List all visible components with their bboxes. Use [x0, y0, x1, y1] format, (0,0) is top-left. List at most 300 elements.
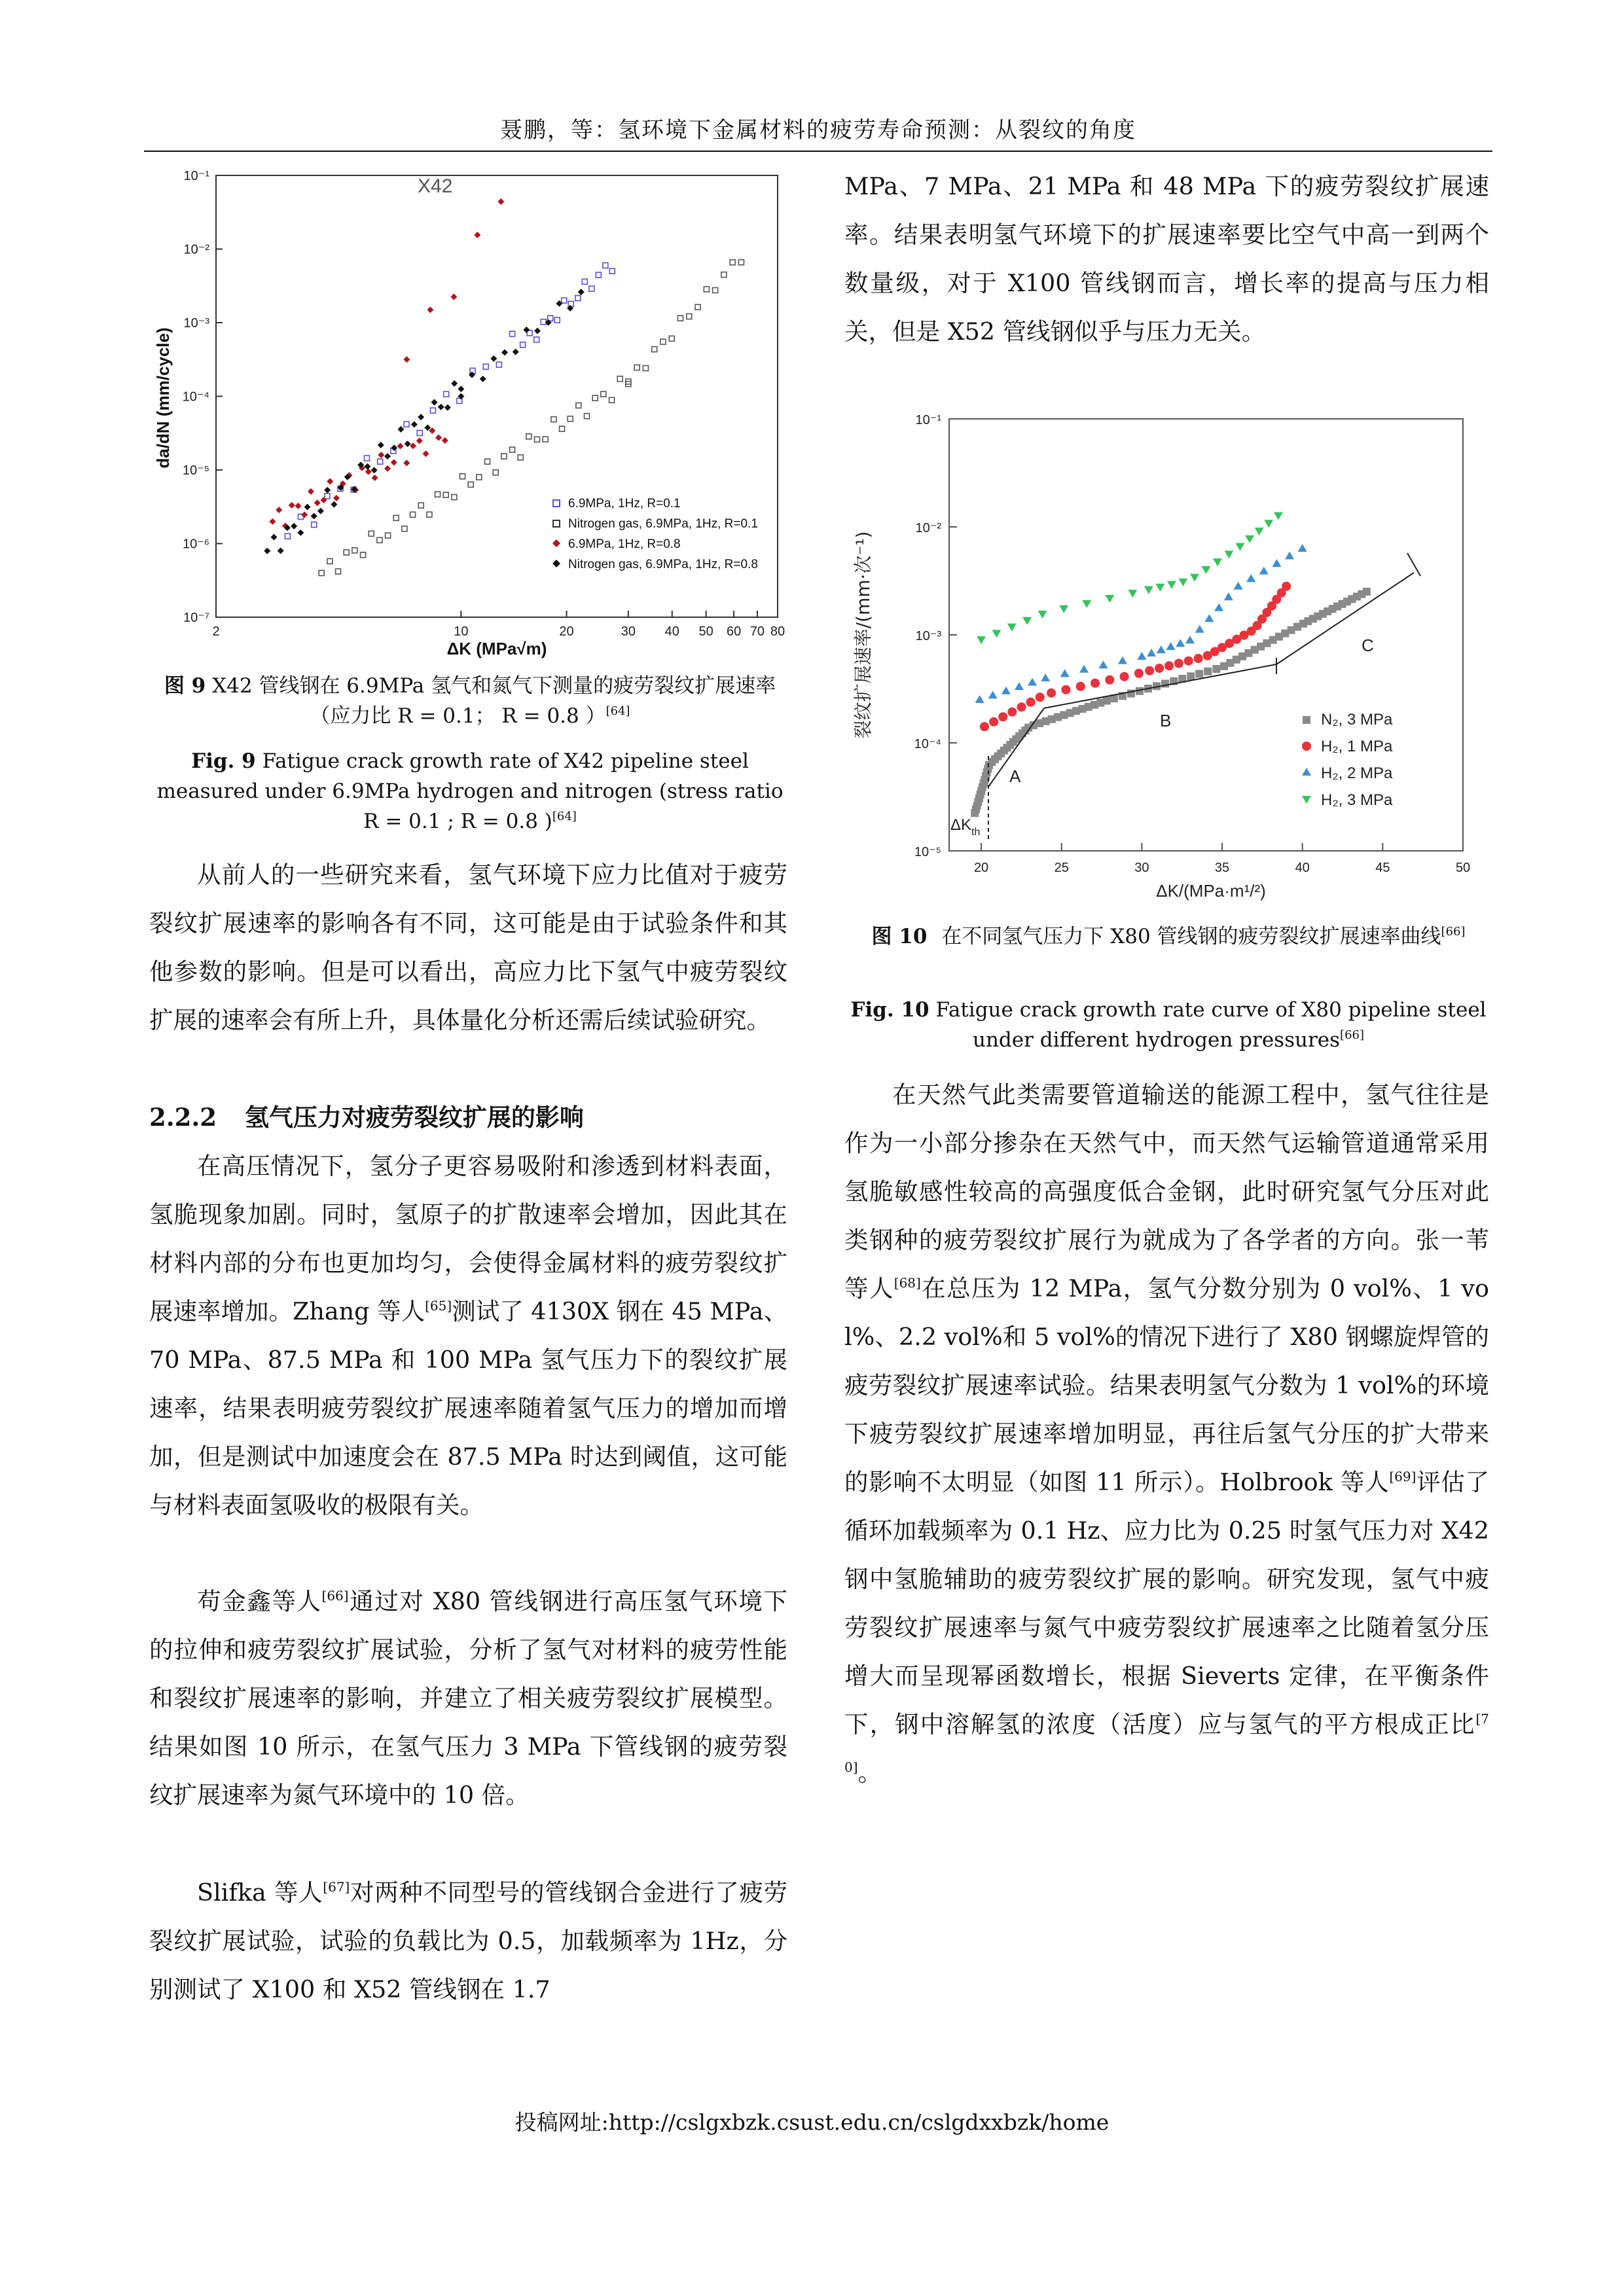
section-title: 氢气压力对疲劳裂纹扩展的影响: [244, 1103, 584, 1132]
fig10-point-h2-3mpa: [1225, 550, 1234, 558]
figure-10: [844, 406, 1492, 916]
fig10-point-h2-2mpa: [1185, 636, 1195, 643]
fig9-caption-cn-ref: [64]: [605, 704, 630, 718]
fig10-point-h2-1mpa: [1091, 679, 1100, 688]
fig9-point-n2-r01: [634, 365, 640, 370]
left-para-3-a: 苟金鑫等人: [197, 1587, 322, 1615]
right-para-2-a: 在天然气此类需要管道输送的能源工程中，氢气往往是作为一小部分掺杂在天然气中，而天然气运输管道通常采用氢脆敏感性较高的高强度低合金钢，此时研究氢气分压对此类钢种的疲劳裂纹扩展行为就成为了各学者的方向。张一苇等人: [844, 1081, 1489, 1302]
fig9-point-h2-r01: [430, 408, 435, 413]
fig9-point-n2-r08: [534, 327, 541, 334]
fig9-point-h2-r08: [289, 502, 295, 509]
fig10-caption-en-text: Fatigue crack growth rate curve of X80 pipeline steel under different hydrogen pressures: [935, 998, 1487, 1052]
fig9-caption-en: [149, 746, 791, 836]
fig10-point-n2-3mpa: [1363, 588, 1371, 596]
section-heading-2-2-2: [149, 1093, 787, 1141]
fig9-point-h2-r01: [575, 295, 581, 300]
fig10-point-h2-2mpa: [1028, 678, 1037, 686]
left-para-2: [149, 1142, 787, 1530]
right-para-1: MPa、7 MPa、21 MPa 和 48 MPa 下的疲劳裂纹扩展速率。结果表明氢气环境下的扩展速率要比空气中高一到两个数量级，对于 X100 管线钢而言，增长率的提高与压力相关，但是 X52 管线钢似乎与压力无关。: [844, 172, 1489, 346]
ref-66: [66]: [321, 1588, 349, 1604]
fig10-tick-c-end: [1407, 553, 1420, 576]
fig9-point-n2-r08: [264, 548, 270, 554]
fig9-point-n2-r01: [576, 403, 581, 408]
fig9-point-n2-r01: [568, 416, 573, 422]
fig9-point-n2-r08: [311, 512, 317, 519]
fig10-xtick-label: 35: [1214, 861, 1230, 875]
fig9-point-n2-r01: [601, 391, 606, 397]
fig10-label-b: B: [1160, 711, 1172, 730]
fig10-point-h2-3mpa: [1274, 512, 1283, 520]
fig9-point-n2-r01: [501, 454, 507, 459]
fig9-point-n2-r01: [543, 437, 548, 442]
left-para-4: [149, 1869, 787, 2014]
fig10-caption-cn-ref: [66]: [1441, 925, 1466, 939]
fig10-point-h2-3mpa: [1059, 605, 1068, 613]
fig9-point-n2-r08: [291, 523, 297, 529]
fig9-point-n2-r01: [678, 315, 683, 321]
fig9-point-n2-r01: [352, 548, 357, 553]
fig9-point-h2-r08: [391, 459, 397, 465]
fig10-point-h2-2mpa: [1041, 673, 1050, 681]
left-para-4-a: Slifka 等人: [197, 1878, 323, 1907]
left-para-1: 从前人的一些研究来看，氢气环境下应力比值对于疲劳裂纹扩展速率的影响各有不同，这可能是由于试验条件和其他参数的影响。但是可以看出，高应力比下氢气中疲劳裂纹扩展的速率会有所上升，具体量化分析还需后续试验研究。: [149, 861, 787, 1034]
fig9-point-h2-r08: [295, 503, 301, 509]
fig9-xlabel: ΔK (MPa√m): [446, 639, 547, 658]
fig9-point-n2-r08: [317, 508, 324, 514]
fig10-point-h2-2mpa: [1166, 642, 1176, 650]
fig9-point-n2-r01: [386, 533, 391, 538]
ref-67: [67]: [323, 1879, 350, 1895]
fig9-point-n2-r08: [418, 414, 424, 420]
fig10-point-h2-3mpa: [1264, 520, 1273, 528]
fig10-arrow-c: [1276, 573, 1414, 664]
fig9-point-n2-r01: [551, 417, 556, 422]
fig9-point-h2-r08: [308, 488, 314, 495]
fig10-point-h2-2mpa: [1015, 682, 1024, 690]
fig9-xtick-label: 50: [698, 624, 713, 639]
fig10-point-h2-2mpa: [1246, 574, 1255, 582]
fig9-point-n2-r08: [270, 534, 277, 541]
fig10-point-n2-3mpa: [1204, 668, 1212, 675]
fig10-point-h2-3mpa: [1007, 624, 1017, 632]
fig9-point-n2-r08: [431, 399, 438, 406]
fig9-point-n2-r01: [477, 475, 482, 480]
fig9-point-h2-r01: [417, 430, 422, 435]
fig10-point-h2-3mpa: [1202, 566, 1211, 574]
ref-70: [70]: [844, 1711, 1489, 1775]
fig10-point-h2-1mpa: [1007, 708, 1017, 717]
fig10-point-h2-3mpa: [1245, 535, 1254, 543]
fig9-point-h2-r01: [562, 298, 567, 303]
fig9-point-n2-r01: [427, 512, 432, 517]
fig9-point-h2-r01: [534, 337, 539, 342]
fig10-point-h2-2mpa: [1099, 660, 1108, 668]
fig9-point-h2-r08: [497, 198, 504, 205]
fig9-point-n2-r08: [364, 463, 370, 470]
fig9-point-h2-r08: [378, 452, 384, 458]
left-para-4-b: 对两种不同型号的管线钢合金进行了疲劳裂纹扩展试验，试验的负载比为 0.5，加载频率为 1Hz，分别测试了 X100 和 X52 管线钢在 1.7: [149, 1878, 788, 2003]
fig9-point-h2-r08: [397, 443, 404, 450]
fig9-caption-cn: [149, 671, 791, 731]
fig10-point-h2-3mpa: [1022, 617, 1032, 625]
fig9-point-n2-r01: [535, 437, 540, 442]
fig10-point-h2-3mpa: [977, 636, 986, 644]
fig9-point-h2-r08: [320, 497, 327, 503]
fig10-point-h2-3mpa: [1255, 528, 1264, 535]
fig10-point-h2-1mpa: [1047, 689, 1056, 698]
fig9-point-n2-r01: [361, 552, 366, 558]
fig9-point-n2-r08: [578, 289, 585, 295]
fig10-point-h2-1mpa: [1017, 702, 1026, 711]
fig10-point-h2-1mpa: [1026, 698, 1036, 707]
fig9-xtick-label: 40: [664, 624, 679, 639]
fig9-plot-frame: [216, 175, 778, 617]
fig10-point-h2-2mpa: [1214, 603, 1223, 611]
fig9-point-n2-r08: [411, 421, 418, 427]
fig9-legend-4: Nitrogen gas, 6.9MPa, 1Hz, R=0.8: [568, 558, 758, 571]
fig9-point-h2-r01: [520, 342, 526, 348]
fig10-point-h2-1mpa: [1184, 656, 1193, 666]
fig9-point-n2-r01: [393, 515, 399, 520]
fig10-point-h2-3mpa: [1155, 584, 1164, 592]
fig9-ytick-label: 10⁻²: [183, 242, 209, 257]
fig9-point-h2-r08: [474, 232, 480, 238]
fig10-dth-main: ΔK: [950, 816, 972, 834]
fig10-point-h2-3mpa: [1128, 590, 1137, 598]
fig9-point-n2-r01: [485, 459, 490, 464]
fig10-point-h2-2mpa: [1176, 639, 1185, 647]
fig10-point-h2-2mpa: [1001, 687, 1011, 694]
fig10-point-h2-1mpa: [1194, 654, 1203, 663]
fig9-point-h2-r01: [496, 362, 501, 367]
left-para-2-b: 测试了 4130X 钢在 45 MPa、70 MPa、87.5 MPa 和 100 MPa 氢气压力下的裂纹扩展速率，结果表明疲劳裂纹扩展速率随着氢气压力的增加而增加，但是测试中加速度会在 87.5 MPa 时达到阈值，这可能与材料表面氢吸收的极限有关。: [149, 1297, 787, 1519]
fig9-point-h2-r01: [378, 459, 383, 464]
fig9-point-h2-r01: [510, 331, 515, 336]
fig10-point-h2-1mpa: [1282, 582, 1291, 591]
fig9-legend: [552, 497, 758, 571]
fig9-point-n2-r01: [721, 272, 727, 278]
fig9-point-n2-r01: [687, 314, 692, 319]
fig9-xtick-label: 10: [454, 624, 469, 639]
fig9-point-h2-r01: [554, 317, 560, 323]
fig9-point-h2-r01: [312, 522, 317, 528]
left-para-2-a: 在高压情况下，氢分子更容易吸附和渗透到材料表面，氢脆现象加剧。同时，氢原子的扩散速率会增加，因此其在材料内部的分布也更加均匀，会使得金属材料的疲劳裂纹扩展速率增加。Zhang 等人: [149, 1152, 787, 1325]
fig10-label-c: C: [1362, 636, 1374, 655]
fig9-point-n2-r01: [660, 339, 666, 344]
fig9-point-n2-r08: [480, 376, 486, 382]
fig9-point-n2-r01: [410, 512, 416, 517]
fig9-point-n2-r01: [418, 503, 424, 508]
fig9-point-n2-r08: [384, 453, 391, 459]
fig9-ytick-label: 10⁻¹: [183, 169, 209, 183]
fig10-legend-1: N₂, 3 MPa: [1321, 711, 1393, 728]
fig10-legend-marker-1: [1303, 716, 1310, 724]
fig9-legend-2: Nitrogen gas, 6.9MPa, 1Hz, R=0.1: [568, 517, 758, 531]
figure-10-chart: [844, 406, 1492, 916]
fig9-caption-en-text: Fatigue crack growth rate of X42 pipeline steel measured under 6.9MPa hydrogen and nitrogen (stress ratio R = 0.1 ; R = 0.8 ): [156, 749, 784, 833]
fig9-point-n2-r08: [438, 404, 444, 410]
fig9-legend-marker-4: [552, 560, 560, 567]
ref-65: [65]: [425, 1298, 452, 1314]
fig10-ytick-label: 10⁻¹: [915, 413, 941, 427]
fig9-ytick-label: 10⁻⁶: [182, 537, 209, 552]
fig9-point-n2-r01: [377, 537, 382, 543]
fig9-caption-en-label: Fig. 9: [191, 749, 256, 773]
fig9-point-h2-r01: [404, 422, 409, 427]
fig10-legend-2: H₂, 1 MPa: [1321, 738, 1393, 755]
fig9-point-h2-r01: [444, 391, 449, 397]
right-para-2-b: 在总压为 12 MPa，氢气分数分别为 0 vol%、1 vol%、2.2 vol%和 5 vol%的情况下进行了 X80 钢螺旋焊管的疲劳裂纹扩展速率试验。结果表明氢气分数为 1 vol%的环境下疲劳裂纹扩展速率增加明显，再往后氢气分压的扩大带来的影响不太明显（如图 11 所示）。Holbrook 等人: [844, 1274, 1489, 1496]
fig9-point-n2-r01: [617, 376, 623, 382]
fig9-point-n2-r01: [730, 260, 735, 265]
fig10-caption-cn-label: 图 10: [871, 925, 928, 948]
fig9-point-n2-r01: [319, 571, 324, 576]
fig9-point-h2-r08: [442, 437, 448, 444]
fig9-point-n2-r08: [371, 467, 378, 473]
fig10-point-h2-1mpa: [1155, 664, 1164, 673]
fig10-point-h2-2mpa: [1118, 656, 1127, 664]
fig10-point-h2-2mpa: [1234, 582, 1243, 590]
fig9-point-h2-r01: [483, 364, 488, 369]
fig10-dth-label: [950, 816, 980, 838]
fig9-point-n2-r08: [490, 355, 497, 362]
fig10-point-h2-3mpa: [1190, 574, 1199, 582]
fig9-point-h2-r08: [410, 442, 416, 449]
fig9-point-n2-r01: [704, 287, 709, 292]
fig10-xtick-label: 50: [1455, 861, 1471, 875]
fig10-point-h2-2mpa: [1195, 625, 1204, 633]
fig10-point-n2-3mpa: [1103, 697, 1111, 705]
fig10-legend-3: H₂, 2 MPa: [1321, 764, 1393, 782]
fig9-point-h2-r08: [384, 465, 391, 472]
fig9-point-n2-r01: [435, 492, 441, 497]
fig9-point-n2-r01: [738, 260, 744, 265]
fig9-point-n2-r08: [451, 380, 458, 387]
fig10-point-n2-3mpa: [1212, 665, 1220, 673]
fig10-point-h2-3mpa: [1213, 558, 1222, 566]
fig9-point-h2-r01: [596, 272, 601, 278]
fig10-plot-frame: [949, 419, 1463, 851]
fig9-point-h2-r08: [416, 438, 423, 444]
fig10-xtick-label: 45: [1375, 861, 1390, 875]
fig10-point-h2-1mpa: [1036, 692, 1045, 702]
fig10-label-a: A: [1009, 766, 1021, 786]
fig9-point-n2-r08: [405, 440, 411, 447]
fig9-point-n2-r08: [458, 386, 464, 392]
fig10-point-h2-2mpa: [1285, 552, 1294, 560]
fig9-ytick-label: 10⁻³: [183, 316, 209, 331]
fig10-point-h2-3mpa: [1105, 595, 1114, 603]
fig9-caption-cn-label: 图 9: [164, 674, 206, 698]
fig9-xtick-label: 30: [621, 624, 636, 639]
fig9-point-n2-r01: [493, 470, 498, 475]
fig9-legend-3: 6.9MPa, 1Hz, R=0.8: [568, 537, 681, 551]
fig10-legend-4: H₂, 3 MPa: [1321, 791, 1393, 809]
fig10-point-h2-2mpa: [1079, 665, 1089, 673]
fig9-legend-1: 6.9MPa, 1Hz, R=0.1: [568, 497, 681, 511]
fig10-xtick-label: 30: [1134, 861, 1149, 875]
fig10-point-h2-2mpa: [975, 695, 984, 703]
fig9-point-n2-r01: [560, 426, 565, 431]
fig9-point-n2-r01: [452, 495, 457, 500]
fig9-legend-marker-1: [553, 500, 560, 507]
fig9-point-h2-r08: [372, 475, 378, 481]
fig9-point-n2-r01: [369, 531, 374, 536]
fig10-caption-cn-text: 在不同氢气压力下 X80 管线钢的疲劳裂纹扩展速率曲线: [941, 925, 1441, 948]
fig10-point-h2-2mpa: [1204, 614, 1214, 622]
fig9-point-n2-r01: [669, 336, 674, 341]
fig10-point-h2-2mpa: [1224, 592, 1233, 600]
fig9-point-h2-r01: [364, 456, 369, 461]
fig9-point-n2-r01: [344, 550, 349, 555]
fig9-xtick-label: 20: [559, 624, 574, 639]
fig10-point-h2-2mpa: [1298, 544, 1307, 552]
fig10-point-h2-1mpa: [1076, 682, 1085, 691]
fig10-legend-marker-4: [1302, 796, 1311, 804]
fig9-point-h2-r08: [365, 469, 372, 475]
fig9-point-h2-r01: [589, 286, 594, 291]
right-para-2-d: 。: [857, 1759, 882, 1787]
figure-9: [149, 162, 791, 666]
fig9-point-h2-r08: [450, 293, 457, 300]
fig9-point-h2-r08: [423, 450, 429, 457]
fig10-xtick-label: 40: [1295, 861, 1310, 875]
fig9-point-h2-r08: [403, 459, 410, 466]
fig9-point-n2-r08: [324, 487, 331, 493]
header-rule: [144, 151, 1492, 152]
fig9-xtick-label: 60: [726, 624, 742, 639]
fig10-legend-marker-3: [1302, 768, 1311, 776]
fig10-point-h2-2mpa: [1060, 669, 1070, 677]
fig9-point-n2-r08: [444, 404, 451, 411]
fig9-point-n2-r01: [510, 447, 515, 452]
fig9-ylabel: da/dN (mm/cycle): [153, 327, 173, 469]
fig9-ytick-label: 10⁻⁷: [183, 611, 209, 625]
fig9-panel-title: X42: [418, 175, 453, 197]
fig10-caption-en: [844, 995, 1492, 1055]
left-para-3-b: 通过对 X80 管线钢进行高压氢气环境下的拉伸和疲劳裂纹扩展试验，分析了氢气对材料的疲劳性能和裂纹扩展速率的影响，并建立了相关疲劳裂纹扩展模型。结果如图 10 所示，在氢气压力 3 MPa 下管线钢的疲劳裂纹扩展速率为氮气环境中的 10 倍。: [149, 1587, 788, 1809]
fig10-caption-en-label: Fig. 10: [850, 998, 929, 1022]
fig9-caption-cn-text: X42 管线钢在 6.9MPa 氢气和氮气下测量的疲劳裂纹扩展速率（应力比 R = 0.1； R = 0.8 ）: [212, 674, 776, 728]
fig10-ytick-label: 10⁻³: [915, 629, 941, 643]
footer-submission-url: 投稿网址:http://cslgxbzk.csust.edu.cn/cslgdxxbzk/home: [514, 2109, 1110, 2135]
fig9-point-n2-r08: [378, 442, 384, 448]
fig10-point-h2-1mpa: [1105, 675, 1114, 685]
fig9-point-n2-r01: [643, 366, 648, 371]
fig10-ylabel: 裂纹扩展速率/(mm·次⁻¹): [852, 531, 874, 739]
fig10-point-h2-2mpa: [1157, 645, 1166, 653]
fig10-point-h2-1mpa: [1061, 685, 1070, 694]
fig9-point-n2-r01: [460, 474, 465, 479]
fig9-point-h2-r01: [609, 268, 615, 274]
fig10-point-h2-3mpa: [1038, 611, 1047, 619]
fig9-legend-marker-2: [553, 520, 560, 527]
fig9-point-n2-r08: [297, 529, 304, 536]
fig9-point-h2-r01: [541, 319, 546, 325]
fig10-dth-sub: th: [971, 827, 981, 838]
right-para-2: [844, 1071, 1489, 1797]
fig10-ytick-label: 10⁻²: [915, 521, 941, 535]
fig9-xtick-label: 70: [749, 624, 765, 639]
running-header: 聂鹏，等：氢环境下金属材料的疲劳寿命预测：从裂纹的角度: [500, 117, 1136, 143]
fig9-point-n2-r01: [592, 395, 598, 401]
fig10-point-h2-2mpa: [1137, 652, 1146, 660]
fig10-point-h2-1mpa: [1164, 661, 1174, 670]
fig10-legend-marker-2: [1302, 742, 1311, 751]
fig10-point-h2-1mpa: [1120, 672, 1129, 681]
fig10-point-h2-2mpa: [1272, 559, 1281, 567]
fig10-point-h2-3mpa: [1082, 600, 1091, 608]
fig9-point-h2-r08: [314, 499, 321, 506]
fig10-point-h2-2mpa: [988, 691, 998, 698]
ref-68: [68]: [893, 1275, 921, 1291]
fig10-point-h2-1mpa: [1174, 659, 1183, 668]
fig9-point-h2-r08: [403, 356, 410, 363]
fig9-caption-en-ref: [64]: [552, 810, 577, 823]
fig9-point-n2-r01: [526, 434, 532, 439]
fig10-point-h2-3mpa: [1167, 581, 1176, 589]
fig10-point-h2-1mpa: [1145, 666, 1154, 675]
fig9-point-h2-r01: [325, 493, 330, 499]
fig9-point-h2-r08: [327, 478, 333, 485]
fig9-ytick-label: 10⁻⁴: [182, 389, 209, 404]
ref-69: [69]: [1389, 1469, 1416, 1484]
fig10-point-h2-1mpa: [998, 712, 1007, 721]
left-para-3: [149, 1577, 787, 1820]
fig9-point-n2-r01: [713, 288, 718, 293]
fig10-ytick-label: 10⁻⁴: [914, 737, 941, 751]
fig9-point-n2-r08: [501, 350, 508, 356]
fig9-xtick-label: 2: [212, 624, 220, 639]
fig9-point-n2-r01: [402, 526, 407, 531]
fig9-point-h2-r01: [603, 262, 608, 268]
fig9-point-n2-r01: [468, 482, 473, 487]
fig10-point-n2-3mpa: [1187, 672, 1195, 680]
fig10-point-h2-1mpa: [989, 717, 998, 726]
fig9-ytick-label: 10⁻⁵: [182, 463, 209, 478]
fig9-point-h2-r08: [435, 435, 442, 441]
section-number: 2.2.2: [149, 1103, 217, 1132]
fig9-point-h2-r08: [301, 512, 308, 518]
fig9-point-h2-r08: [269, 518, 276, 525]
fig10-xtick-label: 25: [1054, 861, 1069, 875]
fig10-point-h2-3mpa: [1178, 579, 1187, 586]
fig9-point-n2-r08: [278, 547, 284, 554]
fig9-point-n2-r01: [695, 304, 700, 310]
fig10-xtick-label: 20: [973, 861, 989, 875]
fig9-legend-marker-3: [552, 539, 560, 547]
fig9-point-n2-r01: [652, 347, 657, 352]
fig9-point-h2-r08: [427, 306, 433, 313]
fig10-caption-cn: [844, 922, 1492, 952]
fig10-point-h2-3mpa: [992, 630, 1001, 637]
fig9-xtick-label: 80: [770, 624, 785, 639]
fig9-point-n2-r01: [443, 492, 448, 497]
fig9-point-n2-r08: [513, 349, 519, 355]
fig10-point-h2-3mpa: [1144, 586, 1153, 594]
fig9-point-n2-r01: [327, 559, 333, 564]
fig9-point-n2-r01: [585, 414, 590, 419]
fig9-point-n2-r01: [518, 455, 523, 460]
fig9-point-n2-r01: [609, 397, 615, 403]
fig10-point-h2-1mpa: [980, 722, 989, 731]
fig9-point-n2-r08: [304, 504, 311, 511]
fig10-caption-en-ref: [66]: [1340, 1028, 1364, 1042]
fig9-point-n2-r01: [336, 569, 341, 574]
fig10-point-n2-3mpa: [1195, 670, 1203, 678]
fig10-point-h2-1mpa: [1134, 669, 1144, 678]
right-para-2-c: 评估了循环加载频率为 0.1 Hz、应力比为 0.25 时氢气压力对 X42 钢中氢脆辅助的疲劳裂纹扩展的影响。研究发现，氢气中疲劳裂纹扩展速率与氮气中疲劳裂纹扩展速率之比随着氢分压增大而呈现幂函数增长，根据 Sieverts 定律，在平衡条件下，钢中溶解氢的浓度（活度）应与氢气的平方根成正比: [844, 1468, 1489, 1738]
